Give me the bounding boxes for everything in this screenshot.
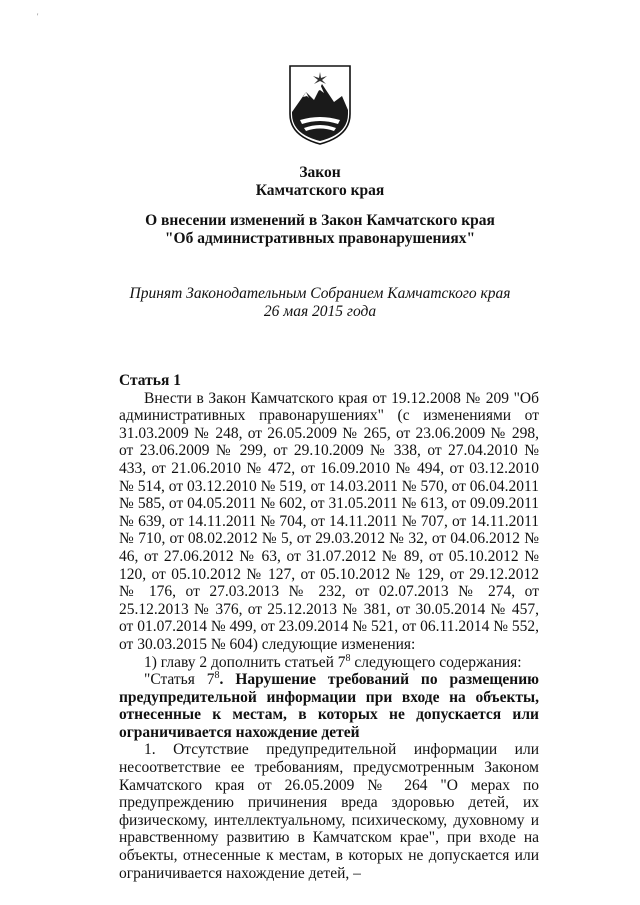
article-intro-paragraph: Внести в Закон Камчатского края от 19.12.2008 № 209 "Об административных правонарушениях" (с изменениями от 31.03.2009 № 248, от 26.05.2009 № 265, от 23.06.2009 № 298, от 23.06.2009 № 299, от 29.10.2009 № 338, от 27.04.2010 № 433, от 21.06.2010 № 472, от 16.09.2010 № 494, от 03.12.2010 № 514, от 03.12.2010 № 519, от 14.03.2011 № 570, от 06.04.2011 № 585, от 04.05.2011 № 602, от 31.05.2011 № 613, от 09.09.2011 № 639, от 14.11.2011 № 704, от 14.11.2011 № 707, от 14.11.2011 № 710, от 08.02.2012 № 5, от 29.03.2012 № 32, от 04.06.2012 № 46, от 27.06.2012 № 63, от 31.07.2012 № 89, от 05.10.2012 № 120, от 05.10.2012 № 127, от 05.10.2012 № 129, от 29.12.2012 № 176, от 27.03.2013 № 232, от 02.07.2013 № 274, от 25.12.2013 № 376, от 25.12.2013 № 381, от 30.05.2014 № 457, от 01.07.2014 № 499, от 23.09.2014 № 521, от 06.11.2014 № 552, от 30.03.2015 № 604) следующие изменения: [119, 389, 539, 653]
subtitle-line: О внесении изменений в Закон Камчатского края [145, 212, 495, 229]
item-1-text-end: следующего содержания: [350, 653, 522, 671]
title-line: Закон [299, 164, 341, 181]
part-1-paragraph: 1. Отсутствие предупредительной информации или несоответствие ее требованиям, предусмотренным Законом Камчатского края от 26.05.2009 № 264 "О мерах по предупреждению причинения вреда здоровью детей, их физическому, интеллектуальному, психическому, духовному и нравственному развитию в Камчатском крае", при входе на объекты, отнесенные к местам, в которых не допускается или ограничивается нахождение детей, – [119, 741, 539, 882]
new-article-superscript: 8 [214, 669, 220, 681]
adoption-note [0, 285, 640, 321]
item-1-text: 1) главу 2 дополнить статьей 7 [144, 653, 346, 671]
scan-mark: ' [37, 12, 39, 21]
article-heading: Статья 1 [119, 372, 181, 389]
new-article-dot: . [219, 671, 236, 689]
article-body [119, 372, 539, 882]
new-article-title: Нарушение требований по размещению предупредительной информации при входе на объекты, отнесенные к местам, в которых не допускается или ограничивается нахождение детей [119, 671, 539, 741]
adoption-line: Принят Законодательным Собранием Камчатского края [129, 285, 511, 302]
adoption-date: 26 мая 2015 года [263, 303, 377, 320]
title-line: Камчатского края [255, 182, 385, 199]
new-article-heading [119, 671, 539, 741]
item-1-paragraph [119, 654, 539, 672]
subtitle-line: "Об административных правонарушениях" [164, 230, 476, 247]
item-1-superscript: 8 [345, 652, 351, 664]
kamchatka-coat-of-arms-icon [286, 62, 354, 146]
law-title [0, 164, 640, 200]
new-article-number: "Статья 7 [144, 671, 215, 689]
law-subtitle [0, 212, 640, 248]
